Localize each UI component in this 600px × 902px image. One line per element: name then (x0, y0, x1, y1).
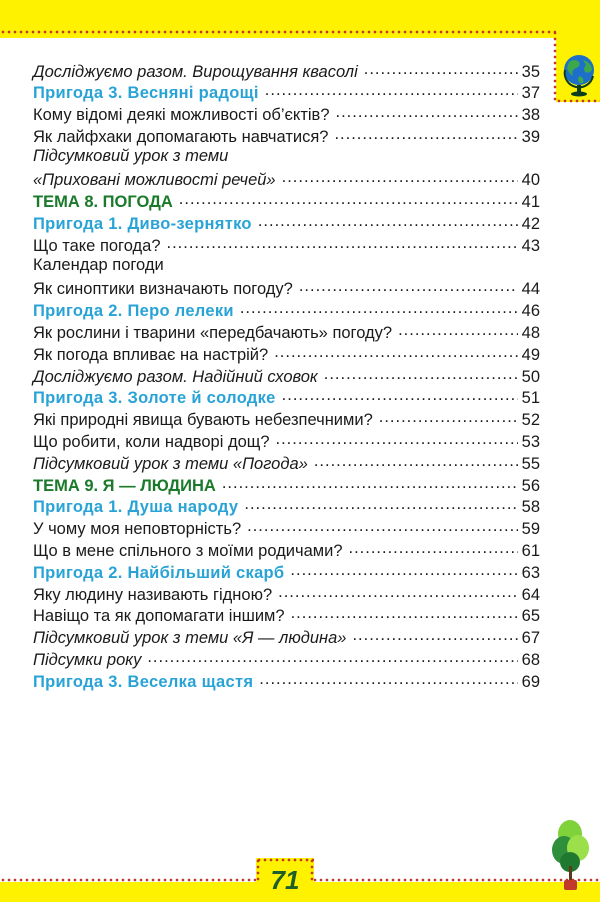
toc-entry (33, 169, 540, 191)
toc-entry-title: Пригода 1. Диво-зернятко (33, 215, 252, 234)
toc-entry-page: 61 (521, 542, 540, 561)
toc-leader-dots (314, 452, 518, 469)
toc-leader-dots (147, 649, 518, 666)
toc-entry-title: У чому моя неповторність? (33, 520, 242, 539)
top-dotted-border (0, 30, 556, 34)
toc-entry-title: Які природні явища бувають небезпечними? (33, 411, 373, 430)
toc-entry-page: 64 (521, 585, 540, 604)
toc-entry-title: ТЕМА 9. Я — ЛЮДИНА (33, 476, 216, 495)
toc-entry-page: 52 (521, 411, 540, 430)
toc-entry-title: Що робити, коли надворі дощ? (33, 433, 270, 452)
toc-entry-page: 68 (521, 651, 540, 670)
toc-entry (33, 278, 540, 300)
toc-entry-title: Як погода впливає на настрій? (33, 345, 269, 364)
toc-entry (33, 452, 540, 474)
toc-entry-title: Пригода 3. Золоте й солодке (33, 389, 276, 408)
toc-leader-dots (259, 670, 518, 687)
toc-leader-dots (291, 605, 518, 622)
toc-entry (33, 365, 540, 387)
toc-leader-dots (276, 431, 519, 448)
toc-entry (33, 234, 540, 256)
toc-entry-page: 56 (521, 476, 540, 495)
toc-entry-page: 63 (521, 563, 540, 582)
toc-entry (33, 125, 540, 147)
toc-entry-title: Календар погоди (33, 256, 164, 275)
toc-leader-dots (324, 365, 518, 382)
toc-entry-title: Підсумки року (33, 651, 142, 670)
toc-entry (33, 561, 540, 583)
toc-leader-dots (244, 496, 518, 513)
toc-entry-page: 46 (521, 302, 540, 321)
toc-entry (33, 605, 540, 627)
toc-leader-dots (247, 518, 518, 535)
toc-entry-title: Навіщо та як допомагати іншим? (33, 607, 285, 626)
toc-entry (33, 583, 540, 605)
toc-entry (33, 213, 540, 235)
bottom-dotted-border-left (0, 878, 258, 882)
toc-leader-dots (167, 234, 518, 251)
toc-entry-title: Що таке погода? (33, 236, 161, 255)
toc-entry-title: Пригода 2. Перо лелеки (33, 302, 234, 321)
toc-entry (33, 431, 540, 453)
toc-entry (33, 387, 540, 409)
toc-leader-dots (274, 343, 518, 360)
toc-entry-page: 55 (521, 454, 540, 473)
toc-entry-page: 37 (521, 84, 540, 103)
toc-entry-page: 48 (521, 324, 540, 343)
toc-entry-page: 50 (521, 367, 540, 386)
toc-entry-page: 67 (521, 629, 540, 648)
toc-entry-page: 69 (521, 672, 540, 691)
right-tab-dotted-border (553, 30, 557, 102)
toc-leader-dots (222, 474, 518, 491)
toc-entry-page: 35 (521, 62, 540, 81)
toc-entry (33, 322, 540, 344)
toc-entry (33, 540, 540, 562)
toc-entry-page: 51 (521, 389, 540, 408)
toc-entry-page: 53 (521, 433, 540, 452)
globe-icon (561, 52, 597, 98)
table-of-contents (33, 60, 540, 692)
toc-entry-title: Підсумковий урок з теми «Я — людина» (33, 629, 347, 648)
toc-entry (33, 60, 540, 82)
toc-entry-title: Досліджуємо разом. Вирощування квасолі (33, 62, 358, 81)
toc-leader-dots (352, 627, 518, 644)
page-tab-dotted-border-left (256, 858, 260, 882)
toc-entry (33, 256, 540, 278)
toc-entry (33, 627, 540, 649)
toc-entry-title: Досліджуємо разом. Надійний сховок (33, 367, 318, 386)
toc-leader-dots (282, 169, 518, 186)
toc-entry-page: 41 (521, 193, 540, 212)
toc-leader-dots (364, 60, 518, 77)
toc-leader-dots (336, 104, 518, 121)
toc-entry-title: Підсумковий урок з теми «Погода» (33, 454, 308, 473)
toc-entry-page: 38 (521, 106, 540, 125)
toc-entry-page: 42 (521, 215, 540, 234)
page-number: 71 (270, 865, 300, 895)
toc-entry (33, 300, 540, 322)
toc-entry-title: Пригода 2. Найбільший скарб (33, 563, 285, 582)
toc-entry-title: ТЕМА 8. ПОГОДА (33, 193, 173, 212)
toc-entry (33, 474, 540, 496)
toc-entry-title: Яку людину називають гідною? (33, 585, 273, 604)
toc-leader-dots (334, 125, 518, 142)
toc-entry (33, 670, 540, 692)
toc-entry-title: Пригода 3. Весняні радощі (33, 84, 259, 103)
toc-entry-title: Підсумковий урок з теми (33, 147, 229, 166)
toc-entry (33, 649, 540, 671)
page-tab-dotted-border-right (310, 858, 314, 882)
toc-leader-dots (299, 278, 518, 295)
toc-entry (33, 409, 540, 431)
toc-entry-page: 39 (521, 127, 540, 146)
tree-icon (548, 812, 594, 896)
toc-entry-page: 44 (521, 280, 540, 299)
toc-entry-page: 58 (521, 498, 540, 517)
toc-entry (33, 496, 540, 518)
toc-leader-dots (398, 322, 518, 339)
toc-entry (33, 343, 540, 365)
toc-entry-title: Як рослини і тварини «передбачають» погоду? (33, 324, 393, 343)
toc-leader-dots (282, 387, 518, 404)
toc-leader-dots (179, 191, 518, 208)
toc-entry-title: Як лайфхаки допомагають навчатися? (33, 127, 329, 146)
toc-entry-page: 59 (521, 520, 540, 539)
toc-entry-page: 43 (521, 236, 540, 255)
toc-entry (33, 82, 540, 104)
toc-entry-title: Як синоптики визначають погоду? (33, 280, 293, 299)
toc-leader-dots (265, 82, 518, 99)
toc-entry-title: «Приховані можливості речей» (33, 171, 276, 190)
toc-entry (33, 518, 540, 540)
toc-leader-dots (379, 409, 518, 426)
toc-entry (33, 191, 540, 213)
toc-entry-title: Пригода 3. Веселка щастя (33, 672, 254, 691)
toc-leader-dots (290, 561, 518, 578)
toc-entry (33, 104, 540, 126)
toc-leader-dots (258, 213, 518, 230)
toc-entry-title: Що в мене спільного з моїми родичами? (33, 542, 343, 561)
toc-entry-page: 49 (521, 345, 540, 364)
toc-entry-title: Кому відомі деякі можливості об’єктів? (33, 106, 330, 125)
right-tab-dotted-border-bottom (556, 99, 600, 103)
toc-entry (33, 147, 540, 169)
toc-entry-title: Пригода 1. Душа народу (33, 498, 239, 517)
toc-leader-dots (240, 300, 518, 317)
toc-entry-page: 40 (521, 171, 540, 190)
toc-leader-dots (278, 583, 518, 600)
toc-entry-page: 65 (521, 607, 540, 626)
toc-leader-dots (349, 540, 519, 557)
